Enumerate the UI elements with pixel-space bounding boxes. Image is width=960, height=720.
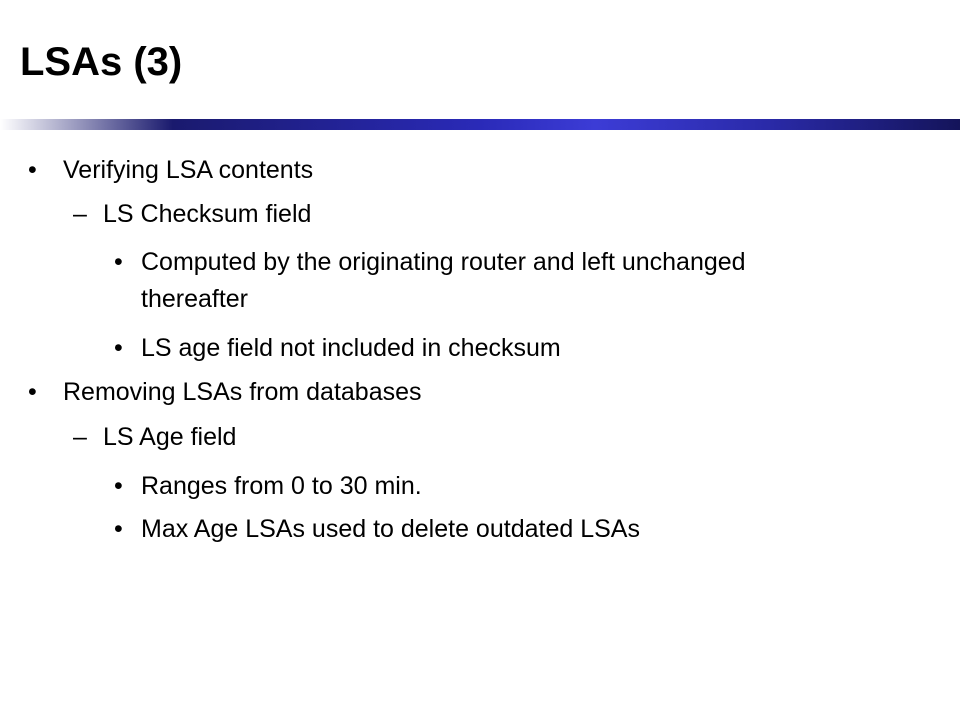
subsubbullet-marker: • [114, 334, 123, 362]
subsubbullet-text: Ranges from 0 to 30 min. [141, 472, 422, 500]
subsubbullet-ls-age-not-in-checksum [114, 332, 561, 365]
subsubbullet-marker: • [114, 472, 123, 500]
subsubbullet-continuation [141, 283, 248, 316]
subbullet-ls-checksum-field [73, 198, 312, 231]
subbullet-text: LS Checksum field [103, 200, 312, 228]
bullet-marker: • [28, 378, 37, 406]
subsubbullet-max-age [114, 513, 640, 546]
bullet-removing-lsas [28, 376, 422, 409]
subsubbullet-marker: • [114, 515, 123, 543]
subsubbullet-text: LS age field not included in checksum [141, 334, 561, 362]
slide-title: LSAs (3) [20, 40, 183, 84]
subsubbullet-marker: • [114, 248, 123, 276]
subsubbullet-computed-by-router [114, 246, 746, 279]
subsubbullet-text: Max Age LSAs used to delete outdated LSAs [141, 515, 640, 543]
subsubbullet-text: thereafter [141, 285, 249, 313]
subsubbullet-text: Computed by the originating router and left unchanged [141, 248, 746, 276]
bullet-verifying-lsa-contents [28, 154, 314, 187]
subbullet-marker: – [73, 200, 87, 228]
bullet-marker: • [28, 156, 37, 184]
subbullet-ls-age-field [73, 421, 237, 454]
subsubbullet-ranges [114, 470, 422, 503]
bullet-text: Verifying LSA contents [63, 156, 314, 184]
subbullet-text: LS Age field [103, 423, 237, 451]
bullet-text: Removing LSAs from databases [63, 378, 422, 406]
subbullet-marker: – [73, 423, 87, 451]
